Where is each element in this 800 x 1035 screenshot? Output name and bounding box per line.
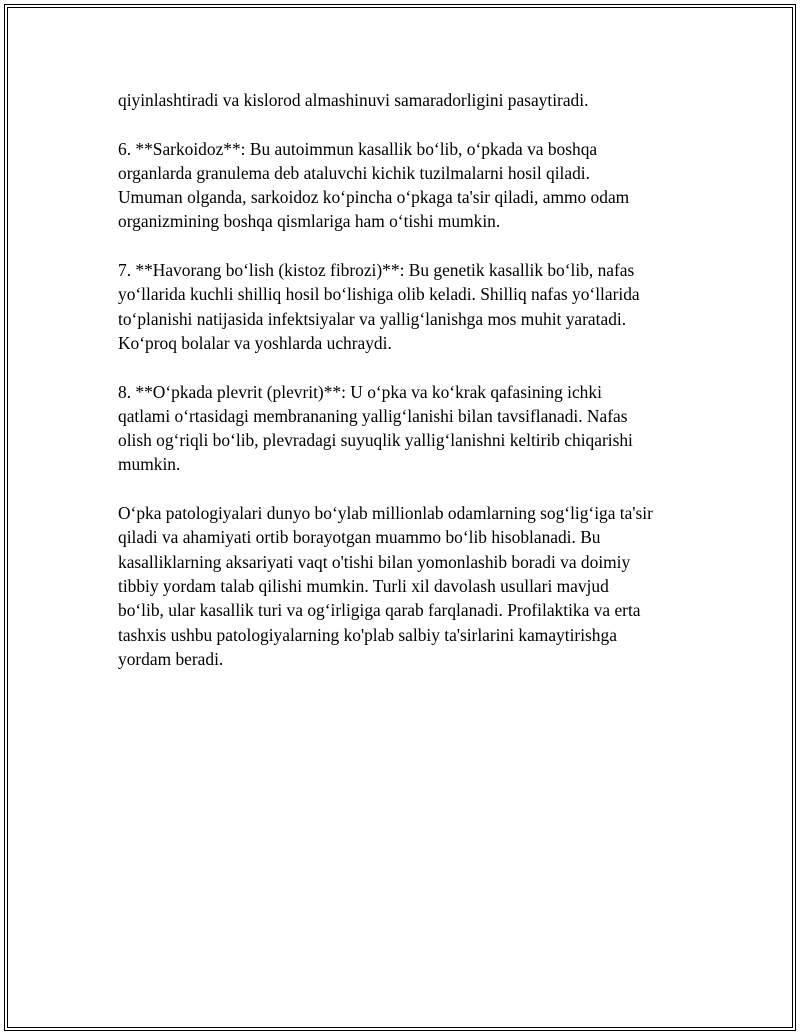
document-body (118, 88, 708, 695)
paragraph-intro-continuation: qiyinlashtiradi va kislorod almashinuvi samaradorligini pasaytiradi. (118, 90, 589, 110)
paragraph-kistoz-fibrozi: 7. **Havorang bo‘lish (kistoz fibrozi)**: Bu genetik kasallik bo‘lib, nafas yo‘llarida kuchli shilliq hosil bo‘lishiga olib keladi. Shilliq nafas yo‘llarida to‘planishi natijasida infektsiyalar va yallig‘lanishga mos muhit yaratadi. Ko‘proq bolalar va yoshlarda uchraydi. (118, 260, 640, 353)
paragraph-plevrit: 8. **O‘pkada plevrit (plevrit)**: U o‘pka va ko‘krak qafasining ichki qatlami o‘rtasidagi membrananing yallig‘lanishi bilan tavsiflanadi. Nafas olish og‘riqli bo‘lib, plevradagi suyuqlik yallig‘lanishni keltirib chiqarishi mumkin. (118, 381, 633, 475)
paragraph-conclusion: O‘pka patologiyalari dunyo bo‘ylab millionlab odamlarning sog‘lig‘iga ta'sir qiladi va ahamiyati ortib borayotgan muammo bo‘lib hisoblanadi. Bu kasalliklarning aksariyati vaqt o'tishi bilan yomonlashib boradi va doimiy tibbiy yordam talab qilishi mumkin. Turli xil davolash usullari mavjud bo‘lib, ular kasallik turi va og‘irligiga qarab farqlanadi. Profilaktika va erta tashxis ushbu patologiyalarning ko'plab salbiy ta'sirlarini kamaytirishga yordam beradi. (118, 503, 653, 669)
paragraph-sarkoidoz: 6. **Sarkoidoz**: Bu autoimmun kasallik bo‘lib, o‘pkada va boshqa organlarda granulema deb ataluvchi kichik tuzilmalarni hosil qiladi. Umuman olganda, sarkoidoz ko‘pincha o‘pkaga ta'sir qiladi, ammo odam organizmining boshqa qismlariga ham o‘tishi mumkin. (118, 138, 630, 232)
